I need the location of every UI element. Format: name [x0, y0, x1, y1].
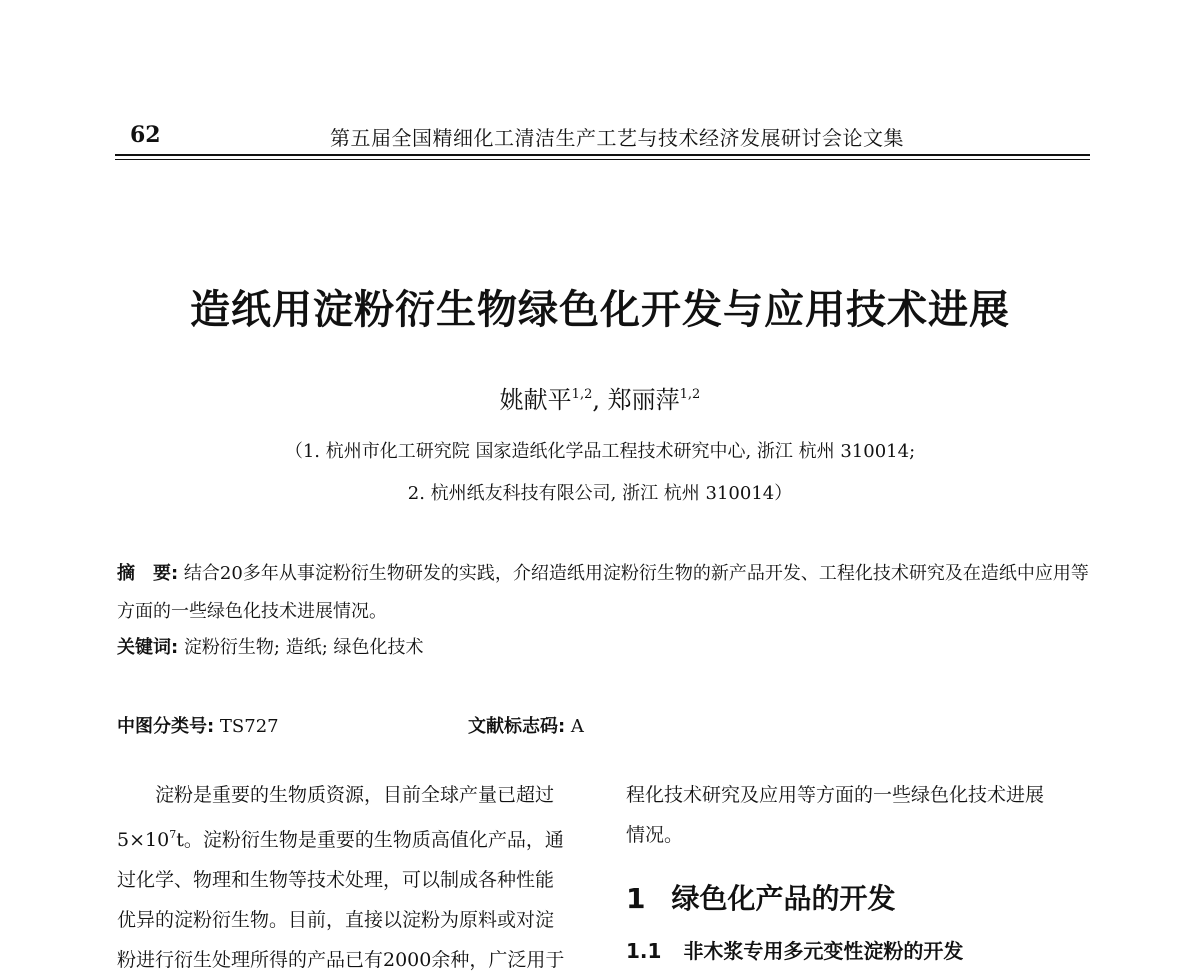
author-line	[0, 380, 1200, 415]
body-line: 优异的淀粉衍生物。目前，直接以淀粉为原料或对淀	[117, 909, 555, 931]
body-line: 程化技术研究及应用等方面的一些绿色化技术进展	[626, 784, 1045, 806]
body-right-column	[626, 775, 1096, 855]
doc-code-label: 文献标志码:	[468, 716, 566, 737]
affiliation-line-2: 2. 杭州纸友科技有限公司, 浙江 杭州 310014）	[407, 483, 793, 504]
author-name: 姚献平	[499, 386, 572, 414]
clc-number	[117, 712, 279, 738]
section-number: 1	[626, 882, 646, 915]
body-line	[117, 815, 587, 860]
section-heading-1	[626, 877, 896, 917]
doc-code-value: A	[565, 716, 584, 737]
clc-value: TS727	[214, 716, 279, 737]
author-separator: ,	[592, 386, 608, 414]
body-line: 情况。	[626, 824, 684, 846]
header-rule-thin	[115, 159, 1090, 160]
header-rule-thick	[115, 154, 1090, 156]
section-heading-1-1	[626, 935, 963, 964]
abstract-text: 结合20多年从事淀粉衍生物研发的实践，介绍造纸用淀粉衍生物的新产品开发、工程化技术研究及在造纸中应用等方面的一些绿色化技术进展情况。	[117, 563, 1089, 622]
body-text: 5×10	[117, 829, 170, 851]
article-title: 造纸用淀粉衍生物绿色化开发与应用技术进展	[190, 287, 1010, 333]
author-name: 郑丽萍	[607, 386, 680, 414]
author-affil-mark: 1,2	[679, 387, 701, 402]
document-code	[468, 712, 584, 738]
body-text: t。淀粉衍生物是重要的生物质高值化产品，通	[176, 829, 564, 851]
running-head: 第五届全国精细化工清洁生产工艺与技术经济发展研讨会论文集	[330, 126, 904, 150]
body-line: 粉进行衍生处理所得的产品已有2000余种，广泛用于	[117, 949, 565, 971]
body-line: 淀粉是重要的生物质资源，目前全球产量已超过	[155, 784, 555, 806]
page-number: 62	[130, 122, 161, 148]
keywords	[117, 633, 424, 659]
author-affil-mark: 1,2	[571, 387, 593, 402]
abstract	[117, 555, 1092, 631]
body-left-column	[117, 775, 587, 980]
section-number: 1.1	[626, 939, 662, 963]
keywords-text: 淀粉衍生物; 造纸; 绿色化技术	[178, 637, 424, 658]
keywords-label: 关键词:	[117, 637, 179, 658]
clc-label: 中图分类号:	[117, 716, 215, 737]
affiliation-line-1: （1. 杭州市化工研究院 国家造纸化学品工程技术研究中心, 浙江 杭州 310014;	[284, 441, 916, 462]
exponent: 7	[169, 828, 177, 841]
section-title: 绿色化产品的开发	[671, 882, 896, 915]
body-line: 过化学、物理和生物等技术处理，可以制成各种性能	[117, 869, 555, 891]
abstract-label: 摘 要:	[117, 563, 179, 584]
section-title: 非木浆专用多元变性淀粉的开发	[683, 939, 964, 963]
